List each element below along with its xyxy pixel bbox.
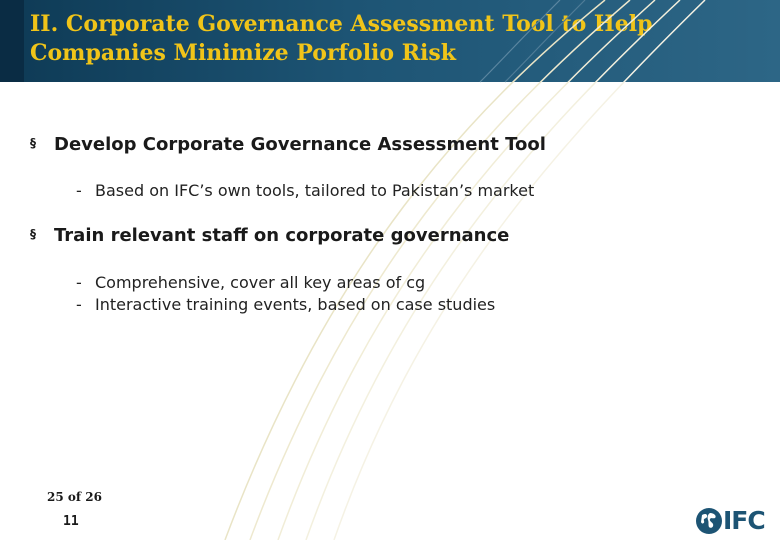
bullet-text: Train relevant staff on corporate governance <box>54 225 510 246</box>
sub-bullet-text: Based on IFC’s own tools, tailored to Pakistan’s market <box>95 181 535 200</box>
sub-bullet-item <box>76 272 425 294</box>
sub-bullet-text: Interactive training events, based on case studies <box>95 295 496 314</box>
sub-bullet-item <box>76 294 495 316</box>
logo-wordmark: IFC <box>723 506 765 535</box>
slide-title-line-2: Companies Minimize Porfolio Risk <box>30 40 457 66</box>
bullet-text: Develop Corporate Governance Assessment Tool <box>54 134 546 155</box>
sub-bullet-text: Comprehensive, cover all key areas of cg <box>95 273 426 292</box>
bullet-item <box>30 134 546 155</box>
sub-bullet-item <box>76 180 534 202</box>
sub-bullet-marker: - <box>76 295 82 314</box>
bullet-marker: § <box>30 136 36 150</box>
sub-bullet-marker: - <box>76 273 82 292</box>
sub-bullet-marker: - <box>76 181 82 200</box>
page-count: 25 of 26 <box>47 490 102 504</box>
bullet-item <box>30 225 509 246</box>
slide-number: 11 <box>63 514 79 529</box>
bullet-marker: § <box>30 227 36 241</box>
ifc-logo <box>696 505 770 537</box>
slide-title-line-1: II. Corporate Governance Assessment Tool to Help <box>30 11 653 37</box>
globe-icon <box>696 508 722 534</box>
